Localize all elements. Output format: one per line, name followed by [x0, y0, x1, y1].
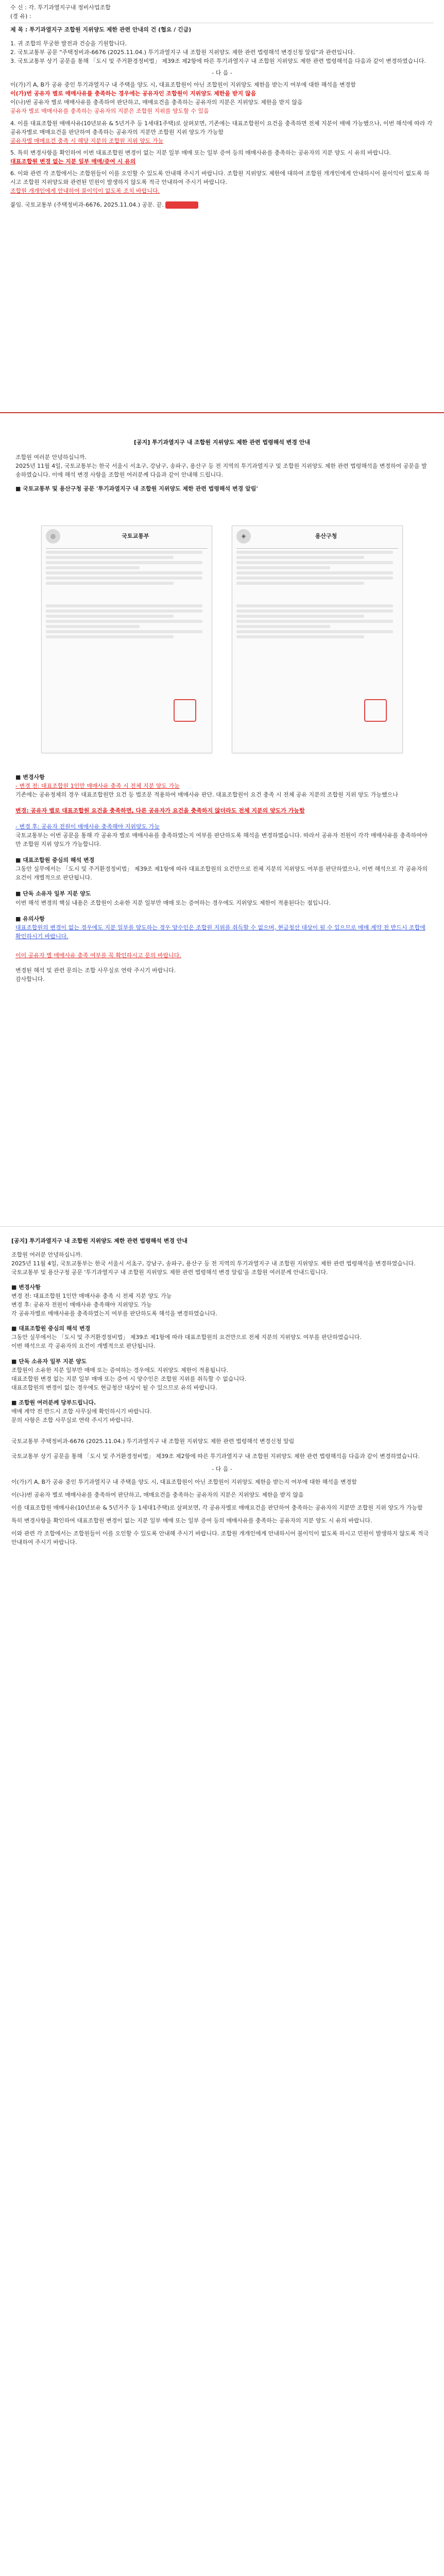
- attachment-text: 붙임. 국토교통부 (주택정비과-6676, 2025.11.04.) 공문. 끝.: [10, 201, 164, 208]
- official-stamp: [165, 201, 198, 209]
- letter-item-2: 이(나)번 공유자 별로 매매사유를 충족하여 판단하고, 매매요건을 충족하는 공유자의 지분은 지위양도 제한을 받지 않음: [10, 99, 303, 106]
- district-document-image: [232, 526, 403, 753]
- post-change-heading: ■ 변경사항: [11, 1284, 41, 1291]
- post-change-3: 각 공유자별로 매매사유를 충족하였는지 여부를 판단하도록 해석을 변경하였습니다.: [11, 1310, 217, 1317]
- district-logo-icon: ◈: [236, 529, 251, 544]
- change-after: - 변경 후: 공유자 전원이 매매사유 충족해야 지위양도 가능: [15, 823, 160, 831]
- change-section: [0, 773, 444, 984]
- post-note-2: 문의 사항은 조합 사무실로 연락 주시기 바랍니다.: [11, 1416, 133, 1423]
- letter-para-1: 1. 귀 조합의 무궁한 발전과 건승을 기원합니다.: [10, 40, 127, 47]
- post-single-1: 조합원이 소유한 지분 일부만 매매 또는 증여하는 경우에도 지위양도 제한이 적용됩니다.: [11, 1366, 228, 1374]
- notice-section: [0, 438, 444, 493]
- post-greeting: 조합원 여러분 안녕하십니까.: [11, 1251, 83, 1259]
- post-change-2: 변경 후: 공유자 전원이 매매사유 충족해야 지위양도 가능: [11, 1301, 152, 1309]
- ministry-logo-icon: ◎: [46, 529, 60, 544]
- post-center-heading: - 다 음 -: [212, 1465, 232, 1472]
- letter-center-heading: - 다 음 -: [212, 70, 232, 77]
- letter-para-6-red: 조합원 개개인에게 안내하여 불이익이 없도록 조치 바랍니다.: [10, 187, 160, 194]
- post-item-5: 이와 관련 각 조합에서는 조합원들이 이를 오인할 수 있도록 안내해 주시기 바랍니다. 조합원 개개인에게 안내하시어 불이익이 없도록 하시고 민원이 발생하지 않도록 적극 안내하여 주시기 바랍니다.: [11, 1530, 429, 1546]
- letter-para-2: 2. 국토교통부 공문 "주택정비과-6676 (2025.11.04.) 투기과열지구 내 조합원 지위양도 제한 관련 법령해석 변경신청 알림"과 관련입니다.: [10, 49, 355, 56]
- post-note-heading: ■ 조합원 여러분께 당부드립니다.: [11, 1399, 96, 1406]
- rep-heading: ■ 대표조합원 중심의 해석 변경: [15, 857, 95, 864]
- notice-bullet-1: ■ 국토교통부 및 용산구청 공문 '투기과열지구 내 조합원 지위양도 제한 관련 법령해석 변경 알림': [15, 485, 258, 493]
- caution-heading: ■ 유의사항: [15, 915, 45, 922]
- letter-item-2-red: 공유자 별로 매매사유를 충족하는 공유자의 지분은 조합원 지위를 양도할 수 있음: [10, 108, 209, 115]
- post-rep-heading: ■ 대표조합원 중심의 해석 변경: [11, 1325, 91, 1332]
- post-para-1: 2025년 11월 4일, 국토교통부는 한국 서울시 서초구, 강남구, 송파구, 용산구 등 전 지역의 투기과열지구 내 조합원 지위양도 제한 관련 법령해석을 변경하였습니다.: [11, 1260, 416, 1267]
- notice-red-note: 이미 공유자 별 매매사유 충족 여부를 꼭 확인하시고 문의 바랍니다.: [15, 952, 181, 959]
- section-separator-2: [0, 1226, 444, 1227]
- notice-title: [공지] 투기과열지구 내 조합원 지위양도 제한 관련 법령해석 변경 안내: [133, 439, 311, 446]
- letter-item-1-red: 이(가)번 공유자 별로 매매사유를 충족하는 경우에는 공유자인 조합원이 지위양도 제한을 받지 않음: [10, 90, 257, 97]
- ministry-document-image: [41, 526, 212, 753]
- letter-para-5: 5. 특히 변경사항을 확인하여 이번 대표조합원 변경이 없는 지분 일부 매매 또는 일부 증여 등의 매매사유를 충족하는 공유자의 지분 양도 시 유의 바랍니다.: [10, 149, 391, 156]
- post-item-4: 특히 변경사항을 확인하여 대표조합원 변경이 없는 지분 일부 매매 또는 일부 증여 등의 매매사유를 충족하는 공유자의 지분 양도 시 유의 바랍니다.: [11, 1517, 372, 1524]
- post-item-3: 이를 대표조합원 매매사유(10년보유 & 5년거주 등 1세대1주택)로 살펴보면, 각 공유자별로 매매요건을 판단하여 충족하는 공유자의 지분만 조합원 지위 양도가 가능함: [11, 1504, 423, 1512]
- letter-item-1: 이(가)기 A, B가 공유 중인 투기과열지구 내 주택을 양도 시, 대표조합원이 아닌 조합원이 지위양도 제한을 받는지 여부에 대한 해석을 변경함: [10, 81, 356, 89]
- partial-heading: ■ 단독 소유자 일부 지분 양도: [15, 890, 91, 897]
- post-rep-2: 이번 해석으로 각 공유자의 요건이 개별적으로 판단됩니다.: [11, 1343, 156, 1350]
- district-doc-title: 용산구청: [315, 533, 337, 540]
- ministry-seal-icon: [174, 699, 196, 722]
- ministry-doc-title: 국토교통부: [122, 533, 149, 540]
- attachment-line: [10, 200, 434, 209]
- post-single-2: 대표조합원 변경 없는 지분 일부 매매 또는 증여 시 양수인은 조합원 지위를 취득할 수 없습니다.: [11, 1375, 247, 1382]
- post-section: [0, 1236, 444, 1547]
- post-item-2: 이(나)번 공유자 별로 매매사유를 충족하여 판단하고, 매매요건을 충족하는 공유자의 지분은 지위양도 제한을 받지 않음: [11, 1492, 304, 1499]
- letter-para-6: 6. 이와 관련 각 조합에서는 조합원들이 이를 오인할 수 있도록 안내해 주시기 바랍니다. 조합원 지위양도 제한에 대하여 조합원 개개인에게 안내하시어 불이익이 없도록 하시고 조합원 지위양도와 관련된 민원이 발생하지 않도록 적극 안내하여 주시기 바랍니다.: [10, 170, 430, 185]
- post-rep-1: 그동안 실무에서는 「도시 및 주거환경정비법」 제39조 제1항에 따라 대표조합원의 요건만으로 전체 지분의 지위양도 여부를 판단하였습니다.: [11, 1334, 362, 1341]
- post-para-2: 국토교통부 및 용산구청 공문 '투기과열지구 내 조합원 지위양도 제한 관련 법령해석 변경 알림'을 조합원 여러분께 안내드립니다.: [11, 1269, 328, 1276]
- change-before-detail: 기존에는 공유정체의 경우 대표조합원만 요건 등 법조문 적용하여 매매사유 판단. 대표조합원이 요건 충족 시 전체 공유 지분의 조합원 지위 양도 가능했으나: [15, 791, 398, 799]
- post-note-1: 매매 계약 전 반드시 조합 사무실에 확인하시기 바랍니다.: [11, 1408, 152, 1415]
- partial-body: 이번 해석 변경의 핵심 내용은 조합원이 소유한 지분 일부만 매매 또는 증여하는 경우에도 지위양도 제한이 적용된다는 점입니다.: [15, 899, 331, 906]
- change-statement: 변경: 공유자 별로 대표조합원 요건을 충족하면, 다른 공유자가 요건을 충족하지 않더라도 전체 지분의 양도가 가능함: [15, 807, 305, 815]
- recipient-line: 수 신 : 각. 투기과열지구내 정비사업조합: [10, 4, 111, 11]
- post-change-1: 변경 전: 대표조합원 1인만 매매사유 충족 시 전체 지분 양도 가능: [11, 1293, 172, 1300]
- via-line: (경 유) :: [10, 13, 31, 20]
- post-item-1: 이(가)기 A, B가 공유 중인 투기과열지구 내 주택을 양도 시, 대표조합원이 아닌 조합원이 지위양도 제한을 받는지 여부에 대한 해석을 변경함: [11, 1478, 357, 1485]
- change-before: - 변경 전: 대표조합원 1인만 매매사유 충족 시 전체 지분 양도 가능: [15, 783, 180, 790]
- change-after-detail: 국토교통부는 이번 공문을 통해 각 공유자 별로 매매사유를 충족하였는지 여부를 판단하도록 해석을 변경하였습니다. 따라서 공유자 전원이 각각 매매사유를 충족하여야만 조합원 지위 양도가 가능합니다.: [15, 832, 428, 848]
- notice-thanks: 감사합니다.: [15, 975, 45, 982]
- letter-para-4: 4. 이를 대표조합원 매매사유(10년보유 & 5년거주 등 1세대1주택)로 살펴보면, 기존에는 대표조합원이 요건을 충족하면 전체 지분이 매매 가능했으나, 이번 해석에 따라 각 공유자별로 매매요건을 판단하여 충족하는 공유자의 지분만 조합원 지위 양도가 가능함: [10, 120, 433, 135]
- post-single-3: 대표조합원의 변경이 없는 경우에도 현금청산 대상이 될 수 있으므로 유의 바랍니다.: [11, 1384, 217, 1391]
- change-heading: ■ 변경사항: [15, 774, 45, 781]
- subject-line: 제 목 : 투기과열지구 조합원 지위양도 제한 관련 안내의 건 (협요 / 긴급): [10, 26, 192, 33]
- district-seal-icon: [364, 699, 387, 722]
- post-single-heading: ■ 단독 소유자 일부 지분 양도: [11, 1358, 87, 1365]
- post-footnote-2: 국토교통부 상기 공문을 통해 「도시 및 주거환경정비법」 제39조 제2항에 따른 투기과열지구 내 조합원 지위양도 제한 관련 법령해석을 다음과 같이 변경하였습니다.: [11, 1452, 420, 1460]
- post-title: [공지] 투기과열지구 내 조합원 지위양도 제한 관련 법령해석 변경 안내: [11, 1238, 188, 1244]
- section-separator: [0, 412, 444, 413]
- letter-para-5-red: 대표조합원 변경 없는 지분 일부 매매/증여 시 유의: [10, 158, 136, 165]
- official-letter: [0, 3, 444, 209]
- letter-para-3: 3. 국토교통부 상기 공문을 통해 「도시 및 주거환경정비법」 제39조 제2항에 따른 투기과열지구 내 조합원 지위양도 제한 관련 법령해석을 다음과 같이 변경하였습니다.: [10, 58, 426, 65]
- notice-intro: 2025년 11월 4일, 국토교통부는 한국 서울시 서초구, 강남구, 송파구, 용산구 등 전 지역의 투기과열지구 및 조합원 지위양도 제한 관련 법령해석을 변경하여 공문을 발송하였습니다. 이에 해석 변경 사항을 조합원 여러분께 다음과 같이 안내해 드립니다.: [15, 463, 427, 479]
- rep-body: 그동안 실무에서는 「도시 및 주거환경정비법」 제39조 제1항에 따라 대표조합원의 요건만으로 전체 지분의 지위양도 여부를 판단하였으나, 이번 해석으로 각 공유자의 요건이 개별적으로 판단됩니다.: [15, 866, 428, 882]
- letter-para-4-red: 공유자별 매매요건 충족 시 해당 지분의 조합원 지위 양도 가능: [10, 137, 164, 144]
- notice-closing: 변경된 해석 및 관련 문의는 조합 사무실로 연락 주시기 바랍니다.: [15, 967, 176, 974]
- caution-body: 대표조합원의 변경이 없는 경우에도 지분 일부를 양도하는 경우 양수인은 조합원 지위를 취득할 수 없으며, 현금청산 대상이 될 수 있으므로 매매 계약 전 반드시 조합에 확인하시기 바랍니다.: [15, 924, 425, 940]
- notice-greeting: 조합원 여러분 안녕하십니까.: [15, 454, 87, 461]
- post-footnote-1: 국토교통부 주택정비과-6676 (2025.11.04.) 투기과열지구 내 조합원 지위양도 제한 관련 법령해석 변경신청 알림: [11, 1437, 295, 1445]
